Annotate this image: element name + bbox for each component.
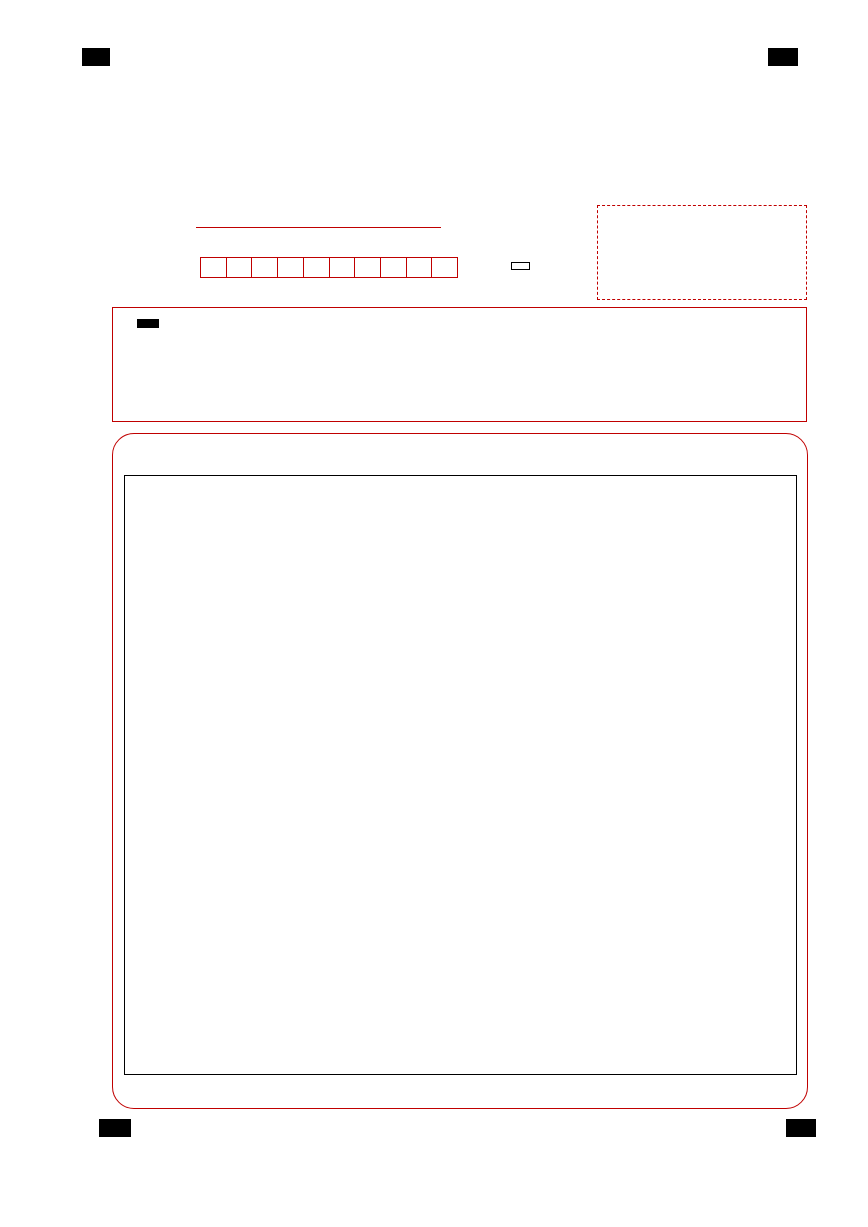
timing-mark — [99, 1119, 131, 1137]
timing-mark — [786, 1119, 816, 1137]
notice-item — [123, 314, 796, 332]
id-number-boxes[interactable] — [200, 257, 458, 278]
absent-mark-box[interactable] — [511, 262, 530, 270]
answer-area — [124, 475, 797, 1075]
timing-mark — [768, 48, 798, 66]
notice-box — [112, 307, 807, 422]
barcode-area — [597, 205, 807, 300]
filled-sample-mark — [137, 319, 159, 328]
name-field[interactable] — [196, 227, 441, 228]
timing-mark — [82, 48, 110, 66]
